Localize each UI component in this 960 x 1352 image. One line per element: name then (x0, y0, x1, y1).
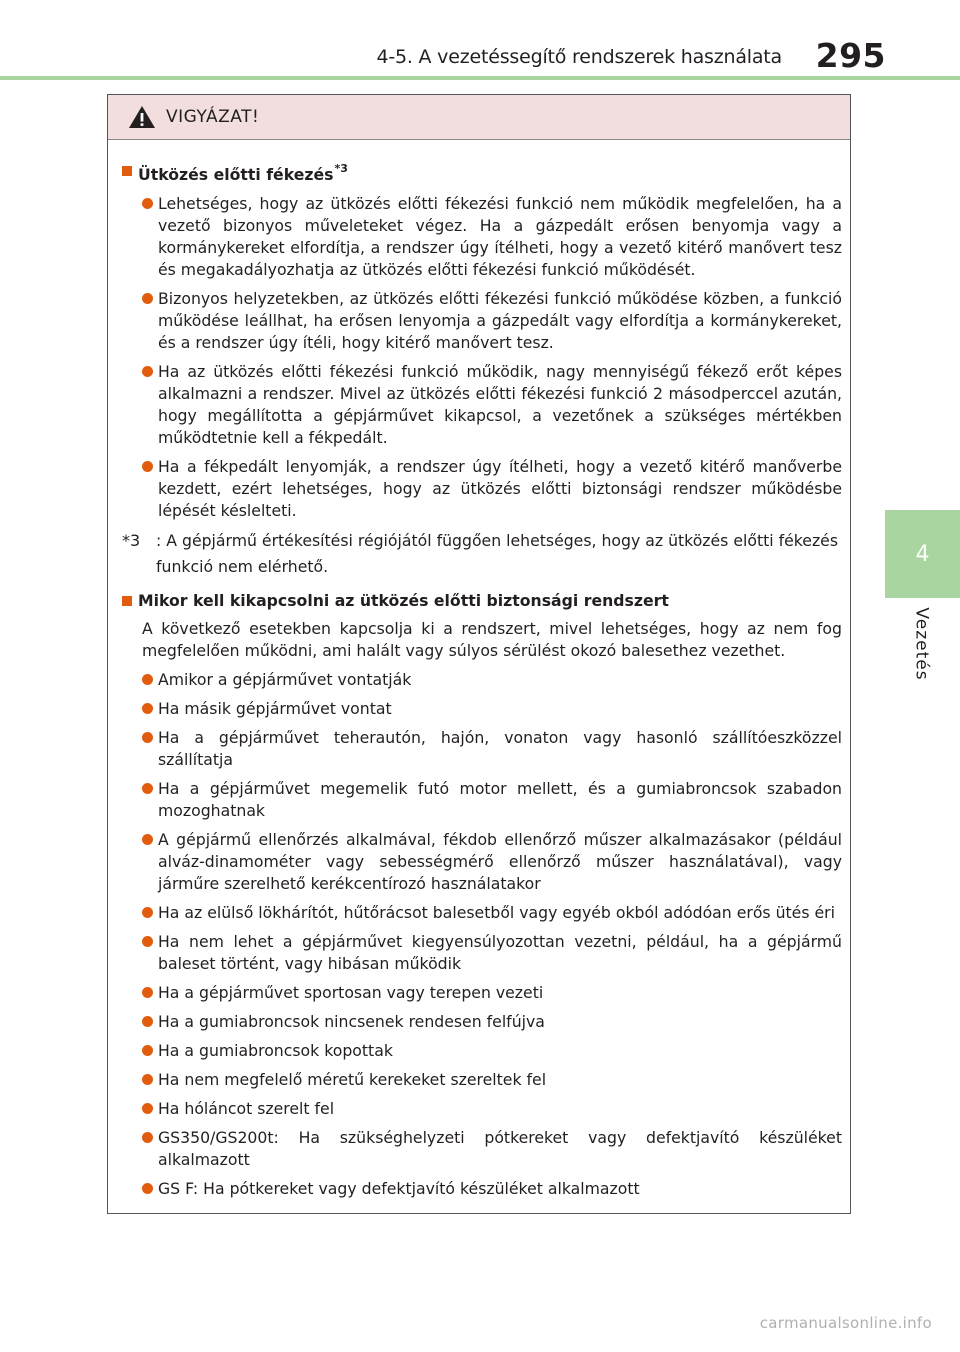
page-number: 295 (815, 36, 886, 75)
footnote-text: : A gépjármű értékesítési régiójától függően lehetséges, hogy az ütközés előtti fékezés funkció nem elérhető. (156, 531, 839, 577)
header-section-title: 4-5. A vezetéssegítő rendszerek használata (376, 46, 782, 68)
list-item (122, 361, 842, 449)
list-item (122, 982, 842, 1004)
round-bullet-icon (142, 461, 153, 472)
round-bullet-icon (142, 1045, 153, 1056)
chapter-tab (885, 510, 960, 598)
round-bullet-icon (142, 834, 153, 845)
list-item (122, 193, 842, 281)
list-item-text: Ha másik gépjárművet vontat (158, 699, 392, 719)
list-item-text: Ha hóláncot szerelt fel (158, 1099, 335, 1119)
round-bullet-icon (142, 366, 153, 377)
list-item-text: Ha az ütközés előtti fékezési funkció működik, nagy mennyiségű fékező erőt képes alkalmazni a rendszer. Mivel az ütközés előtti fékezési funkció 2 másodperccel azután, hogy megállította a gépjárművet kikapcsol, a vezetőnek a szükséges mértékben működtetnie kell a fékpedált. (158, 362, 842, 448)
list-item (122, 1098, 842, 1120)
round-bullet-icon (142, 1103, 153, 1114)
list-item-text: Ha a gépjárművet megemelik futó motor mellett, és a gumiabroncsok szabadon mozoghatnak (158, 779, 842, 821)
list-item (122, 1011, 842, 1033)
round-bullet-icon (142, 987, 153, 998)
caution-box (107, 94, 851, 1214)
list-item (122, 1069, 842, 1091)
list-item-text: Ha a gumiabroncsok kopottak (158, 1041, 393, 1061)
watermark: carmanualsonline.info (759, 1314, 932, 1332)
section-heading-text: Mikor kell kikapcsolni az ütközés előtti biztonsági rendszert (138, 591, 669, 611)
list-item (122, 698, 842, 720)
footnote-ref: *3 (334, 162, 348, 175)
section-heading (122, 160, 842, 186)
section-intro: A következő esetekben kapcsolja ki a rendszert, mivel lehetséges, hogy az nem fog megfelelően működni, ami halált vagy súlyos sérülést okozó balesethez vezethet. (142, 619, 842, 661)
section-heading (122, 590, 842, 612)
list-item (122, 456, 842, 522)
round-bullet-icon (142, 732, 153, 743)
warning-triangle-icon (128, 105, 156, 129)
list-item-text: Lehetséges, hogy az ütközés előtti fékezési funkció nem működik megfelelően, ha a vezető bizonyos műveleteket végez. Ha a gázpedált erősen benyomja vagy a kormánykereket elfordítja, a rendszer úgy ítélheti, hogy a vezető kitérő manővert tesz és megakadályozhatja az ütközés előtti fékezési funkció működését. (158, 194, 842, 280)
caution-title: VIGYÁZAT! (166, 107, 260, 127)
list-item-text: Amikor a gépjárművet vontatják (158, 670, 412, 690)
square-bullet-icon (122, 596, 132, 606)
list-item-text: A gépjármű ellenőrzés alkalmával, fékdob ellenőrző műszer alkalmazásakor (például alváz-dinamométer vagy sebességmérő ellenőrző műszer használatával), vagy járműre szerelhető kerékcentírozó használatakor (158, 830, 842, 894)
round-bullet-icon (142, 1132, 153, 1143)
chapter-label: Vezetés (912, 606, 933, 681)
list-item (122, 902, 842, 924)
list-item (122, 778, 842, 822)
list-item-text: Ha az elülső lökhárítót, hűtőrácsot balesetből vagy egyéb okból adódóan erős ütés éri (158, 903, 835, 923)
list-item-text: Ha a gumiabroncsok nincsenek rendesen felfújva (158, 1012, 545, 1032)
list-item (122, 669, 842, 691)
list-item (122, 1127, 842, 1171)
square-bullet-icon (122, 166, 132, 176)
footnote (122, 528, 842, 580)
round-bullet-icon (142, 293, 153, 304)
chapter-number: 4 (915, 541, 930, 567)
round-bullet-icon (142, 674, 153, 685)
round-bullet-icon (142, 936, 153, 947)
footnote-mark: *3 (122, 531, 141, 551)
round-bullet-icon (142, 198, 153, 209)
chapter-label-container (897, 596, 947, 691)
round-bullet-icon (142, 1016, 153, 1027)
list-item (122, 1178, 842, 1200)
list-item (122, 1040, 842, 1062)
list-item-text: Ha nem megfelelő méretű kerekeket szereltek fel (158, 1070, 547, 1090)
header-divider (0, 76, 960, 80)
round-bullet-icon (142, 703, 153, 714)
list-item-text: GS350/GS200t: Ha szükséghelyzeti pótkereket vagy defektjavító készüléket alkalmazott (158, 1128, 842, 1170)
round-bullet-icon (142, 907, 153, 918)
list-item (122, 288, 842, 354)
round-bullet-icon (142, 783, 153, 794)
round-bullet-icon (142, 1074, 153, 1085)
list-item-text: GS F: Ha pótkereket vagy defektjavító készüléket alkalmazott (158, 1179, 640, 1199)
list-item (122, 727, 842, 771)
list-item-text: Ha a fékpedált lenyomják, a rendszer úgy ítélheti, hogy a vezető kitérő manőverbe kezdett, ezért lehetséges, hogy az ütközés előtti biztonsági rendszer működésbe lépését késlelteti. (158, 457, 842, 521)
list-item-text: Ha a gépjárművet sportosan vagy terepen vezeti (158, 983, 544, 1003)
list-item-text: Bizonyos helyzetekben, az ütközés előtti fékezési funkció működése közben, a funkció működése leállhat, ha erősen lenyomja a gázpedált vagy elfordítja a kormánykereket, és a rendszer úgy ítéli, hogy kitérő manővert tesz. (158, 289, 842, 353)
caution-header (108, 95, 850, 140)
caution-content (108, 140, 850, 1200)
list-item-text: Ha a gépjárművet teherautón, hajón, vonaton vagy hasonló szállítóeszközzel szállítatja (158, 728, 842, 770)
list-item-text: Ha nem lehet a gépjárművet kiegyensúlyozottan vezetni, például, ha a gépjármű baleset történt, vagy hibásan működik (158, 932, 842, 974)
list-item (122, 931, 842, 975)
round-bullet-icon (142, 1183, 153, 1194)
section-heading-text: Ütközés előtti fékezés (138, 165, 334, 185)
list-item (122, 829, 842, 895)
